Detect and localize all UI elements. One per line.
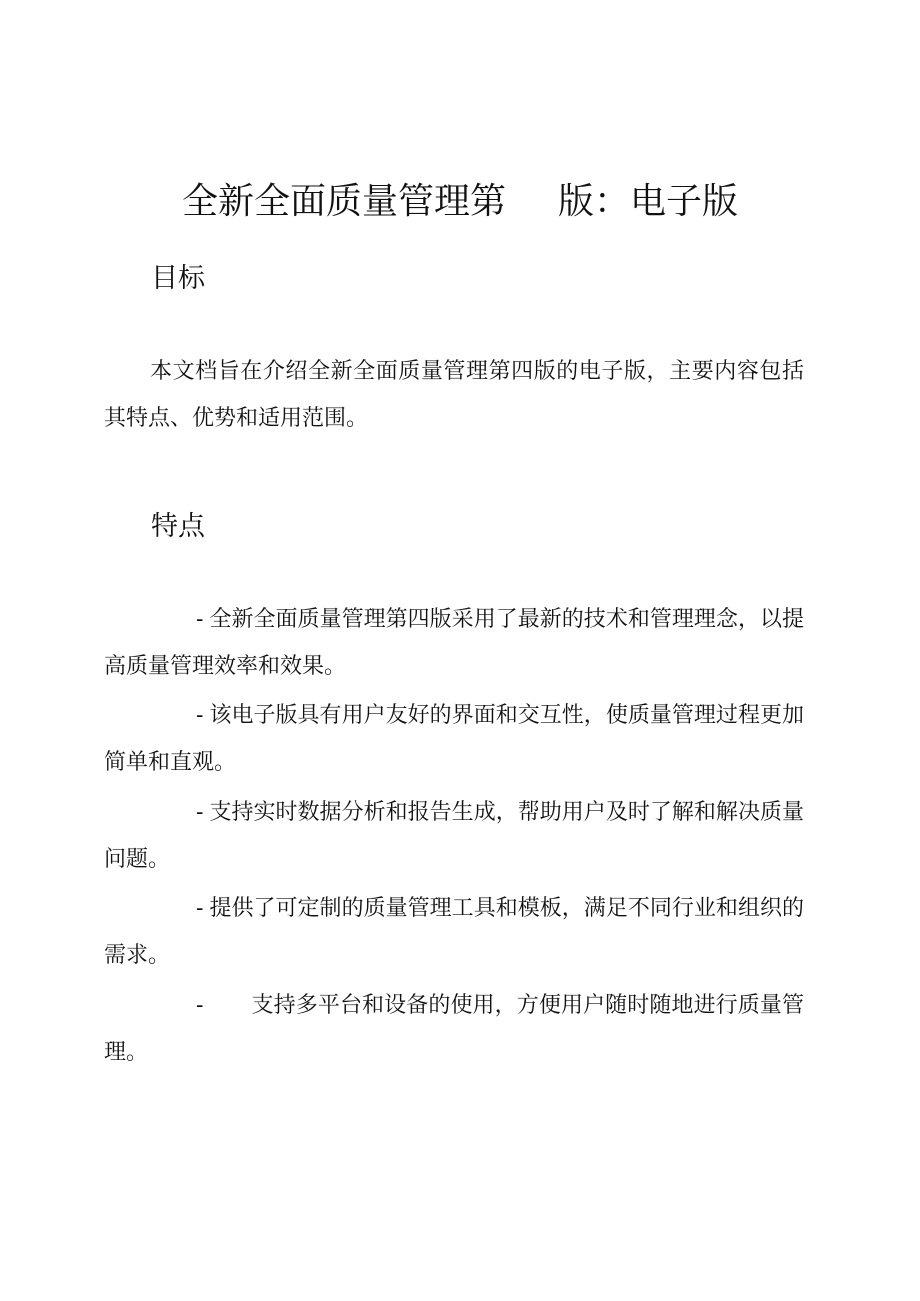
document-title-part2: 版：电子版 [558,181,739,222]
feature-item-text: 支持实时数据分析和报告生成，帮助用户及时了解和解决质量问题。 [104,800,804,872]
list-dash: - [196,896,204,921]
feature-item-text: 该电子版具有用户友好的界面和交互性，使质量管理过程更加简单和直观。 [104,703,804,775]
feature-list-item [104,692,804,786]
list-dash: - [196,993,204,1018]
feature-list-item [104,789,804,883]
list-dash: - [196,800,204,825]
feature-list-item [104,885,804,979]
feature-list-item [104,982,804,1076]
feature-item-text: 全新全面质量管理第四版采用了最新的技术和管理理念，以提高质量管理效率和效果。 [104,607,804,679]
document-title [0,178,920,226]
section-heading-goal: 目标 [151,263,205,294]
feature-item-text: 支持多平台和设备的使用，方便用户随时随地进行质量管理。 [104,993,804,1065]
section-heading-features: 特点 [151,511,205,542]
feature-list-item [104,596,804,690]
feature-item-text: 提供了可定制的质量管理工具和模板，满足不同行业和组织的需求。 [104,896,804,968]
document-title-part1: 全新全面质量管理第 [181,181,506,222]
goal-paragraph: 本文档旨在介绍全新全面质量管理第四版的电子版，主要内容包括其特点、优势和适用范围。 [104,359,804,431]
list-dash: - [196,607,204,632]
list-dash: - [196,703,204,728]
